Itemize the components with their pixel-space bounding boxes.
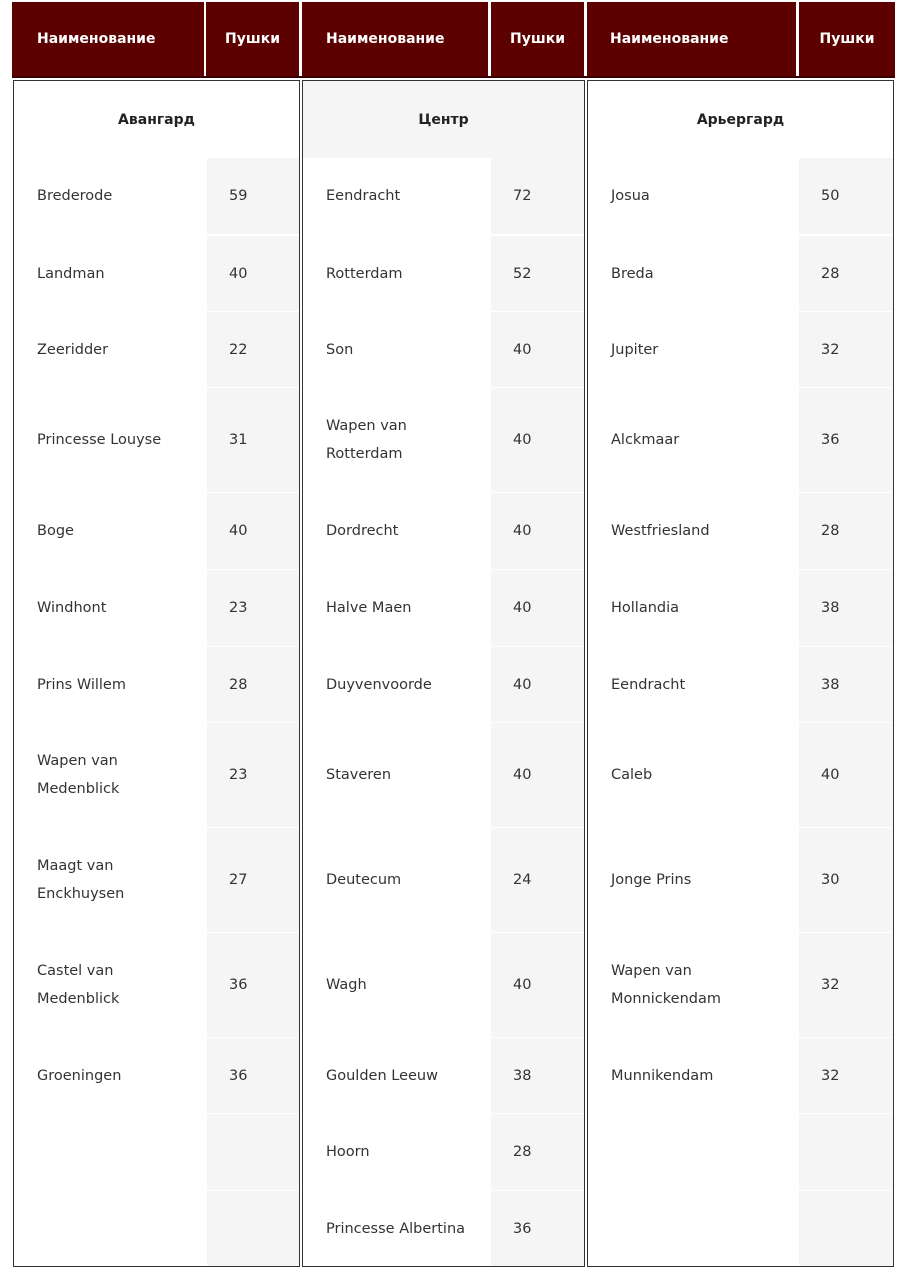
ship-guns-cell — [207, 723, 300, 827]
ship-guns: 38 — [513, 1067, 532, 1084]
ship-name: Rotterdam — [326, 265, 403, 282]
ship-name: Jonge Prins — [611, 872, 692, 888]
ship-name: Westfriesland — [611, 523, 710, 539]
ship-name: Princesse Albertina — [326, 1221, 466, 1237]
squadron-title: Центр — [303, 81, 584, 158]
ship-name-cell — [14, 312, 207, 387]
ship-guns-cell — [207, 828, 300, 932]
ship-name-cell — [14, 1038, 207, 1113]
ship-name-cell — [588, 236, 799, 311]
ship-guns-cell — [491, 388, 585, 492]
squadron-column-vanguard — [13, 80, 300, 1267]
ship-guns: 38 — [821, 676, 840, 693]
header-guns-cell-1 — [206, 2, 299, 76]
ship-guns-cell — [491, 723, 585, 827]
ship-guns-cell — [207, 312, 300, 387]
ship-name-cell — [14, 933, 207, 1037]
ship-name-cell — [303, 158, 491, 234]
ship-name: Prins Willem — [37, 676, 126, 693]
ship-guns-cell — [799, 236, 894, 311]
ship-name: Munnikendam — [611, 1067, 714, 1084]
ship-name: Wapen van Medenblick — [37, 753, 120, 797]
ship-name: Castel van Medenblick — [37, 963, 120, 1007]
ship-name-cell — [588, 388, 799, 492]
ship-name-cell — [14, 236, 207, 311]
header-guns-label: Пушки — [819, 31, 875, 47]
ship-guns-cell — [799, 493, 894, 569]
ship-guns: 40 — [229, 523, 248, 539]
ship-guns-cell — [491, 236, 585, 311]
ship-name-cell — [588, 1191, 799, 1267]
ship-name: Duyvenvoorde — [326, 676, 432, 693]
ship-name-cell — [14, 828, 207, 932]
ship-name: Dordrecht — [326, 523, 399, 539]
ship-name: Groeningen — [37, 1067, 122, 1084]
ship-name: Wapen van Rotterdam — [326, 418, 407, 462]
ship-guns-cell — [207, 933, 300, 1037]
header-name-cell-3 — [587, 2, 796, 76]
header-name-cell-1 — [12, 2, 204, 76]
ship-guns-cell — [799, 570, 894, 646]
ship-guns: 30 — [821, 872, 840, 888]
header-guns-label: Пушки — [509, 31, 566, 47]
ship-guns-cell — [491, 158, 585, 234]
ship-name: Eendracht — [611, 676, 686, 693]
header-guns-cell-3 — [799, 2, 895, 76]
ship-guns-cell — [799, 312, 894, 387]
ship-name: Landman — [37, 265, 105, 282]
ship-name: Alckmaar — [611, 432, 680, 448]
ship-guns: 36 — [229, 1067, 248, 1084]
ship-guns-cell — [799, 388, 894, 492]
ship-guns-cell — [799, 647, 894, 722]
ship-name-cell — [303, 493, 491, 569]
ship-name: Son — [326, 341, 354, 358]
ship-name-cell — [14, 723, 207, 827]
ship-name-cell — [303, 570, 491, 646]
ship-guns: 40 — [513, 767, 532, 783]
ship-name-cell — [303, 388, 491, 492]
ship-guns: 23 — [229, 600, 248, 616]
ship-guns-cell — [207, 1114, 300, 1190]
ship-guns: 40 — [513, 600, 532, 616]
ship-guns-cell — [799, 1114, 894, 1190]
ship-guns-cell — [799, 723, 894, 827]
ship-guns-cell — [207, 647, 300, 722]
ship-guns: 40 — [821, 767, 840, 783]
ship-name-cell — [303, 723, 491, 827]
ship-guns: 40 — [513, 523, 532, 539]
ship-guns-cell — [491, 493, 585, 569]
ship-guns-cell — [207, 158, 300, 234]
ship-name: Halve Maen — [326, 600, 412, 616]
ship-guns: 32 — [821, 977, 840, 993]
ship-name: Caleb — [611, 767, 653, 783]
ship-guns: 40 — [513, 341, 532, 358]
ship-guns: 50 — [821, 188, 840, 204]
ship-name: Deutecum — [326, 872, 402, 888]
ship-guns-cell — [491, 1038, 585, 1113]
ship-name-cell — [588, 158, 799, 234]
ship-name: Goulden Leeuw — [326, 1067, 438, 1084]
ship-guns: 31 — [229, 432, 248, 448]
squadron-title: Авангард — [118, 111, 195, 128]
header-name-label: Наименование — [326, 31, 445, 47]
ship-name: Wagh — [326, 977, 367, 993]
ship-name-cell — [303, 1114, 491, 1190]
ship-guns: 40 — [229, 265, 248, 282]
ship-guns: 32 — [821, 341, 840, 358]
ship-name-cell — [14, 647, 207, 722]
ship-name-cell — [588, 933, 799, 1037]
ship-name-cell — [303, 236, 491, 311]
ship-guns-cell — [207, 388, 300, 492]
ship-guns: 23 — [229, 767, 248, 783]
ship-guns-cell — [207, 1038, 300, 1113]
ship-guns-cell — [491, 1114, 585, 1190]
header-guns-label: Пушки — [224, 31, 281, 47]
ship-name-cell — [14, 388, 207, 492]
ship-guns-cell — [799, 1038, 894, 1113]
header-name-label: Наименование — [37, 31, 156, 47]
ship-guns: 38 — [821, 600, 840, 616]
ship-name-cell — [303, 933, 491, 1037]
ship-name-cell — [588, 493, 799, 569]
ship-guns: 27 — [229, 872, 248, 888]
squadron-title: Арьергард — [696, 111, 785, 128]
ship-name: Brederode — [37, 188, 113, 204]
ship-name-cell — [303, 312, 491, 387]
squadron-column-center — [302, 80, 585, 1267]
ship-guns: 40 — [513, 432, 532, 448]
header-guns-cell-2 — [491, 2, 584, 76]
ship-guns-cell — [799, 1191, 894, 1267]
ship-guns: 28 — [821, 265, 840, 282]
ship-guns-cell — [207, 493, 300, 569]
ship-name-cell — [14, 493, 207, 569]
ship-name-cell — [14, 1191, 207, 1267]
ship-name-cell — [588, 570, 799, 646]
ship-guns-cell — [207, 236, 300, 311]
ship-name: Jupiter — [611, 341, 659, 358]
ship-name: Boge — [37, 523, 74, 539]
ship-guns-cell — [491, 570, 585, 646]
ship-guns-cell — [491, 933, 585, 1037]
ship-name: Zeeridder — [37, 341, 109, 358]
ship-guns: 36 — [821, 432, 840, 448]
ship-guns-cell — [207, 1191, 300, 1267]
ship-name-cell — [303, 1038, 491, 1113]
ship-name-cell — [588, 1038, 799, 1113]
ship-name-cell — [588, 723, 799, 827]
ship-name: Eendracht — [326, 188, 401, 204]
ship-guns-cell — [799, 158, 894, 234]
ship-name: Princesse Louyse — [37, 432, 162, 448]
ship-guns-cell — [799, 828, 894, 932]
ship-name-cell — [14, 1114, 207, 1190]
ship-name: Josua — [611, 188, 650, 204]
ship-name: Windhont — [37, 600, 107, 616]
header-divider — [12, 76, 895, 78]
ship-name: Breda — [611, 265, 654, 282]
ship-guns: 32 — [821, 1067, 840, 1084]
ship-name-cell — [303, 647, 491, 722]
ship-guns: 40 — [513, 977, 532, 993]
ship-name-cell — [303, 1191, 491, 1267]
header-name-cell-2 — [302, 2, 488, 76]
header-name-label: Наименование — [610, 31, 729, 47]
ship-guns: 28 — [229, 676, 248, 693]
ship-guns: 36 — [229, 977, 248, 993]
ship-guns-cell — [491, 312, 585, 387]
ship-name: Wapen van Monnickendam — [611, 963, 721, 1007]
ship-guns: 36 — [513, 1221, 532, 1237]
ship-name-cell — [588, 828, 799, 932]
ship-name-cell — [588, 312, 799, 387]
ship-guns: 24 — [513, 872, 532, 888]
ship-name-cell — [588, 647, 799, 722]
ship-name: Staveren — [326, 767, 392, 783]
ship-name-cell — [303, 828, 491, 932]
ship-name-cell — [588, 1114, 799, 1190]
ship-guns: 28 — [513, 1144, 532, 1160]
ship-name: Maagt van Enckhuysen — [37, 858, 125, 902]
ship-name-cell — [14, 158, 207, 234]
ship-guns-cell — [491, 647, 585, 722]
ship-guns: 40 — [513, 676, 532, 693]
ship-name: Hoorn — [326, 1144, 370, 1160]
ship-guns: 72 — [513, 188, 532, 204]
ship-guns-cell — [207, 570, 300, 646]
ship-guns-cell — [491, 1191, 585, 1267]
ship-guns: 59 — [229, 188, 248, 204]
ship-guns-cell — [491, 828, 585, 932]
ship-guns: 28 — [821, 523, 840, 539]
squadron-column-rearguard — [587, 80, 894, 1267]
ship-name: Hollandia — [611, 600, 680, 616]
ship-guns: 52 — [513, 265, 532, 282]
ship-guns-cell — [799, 933, 894, 1037]
ship-name-cell — [14, 570, 207, 646]
ship-guns: 22 — [229, 341, 248, 358]
